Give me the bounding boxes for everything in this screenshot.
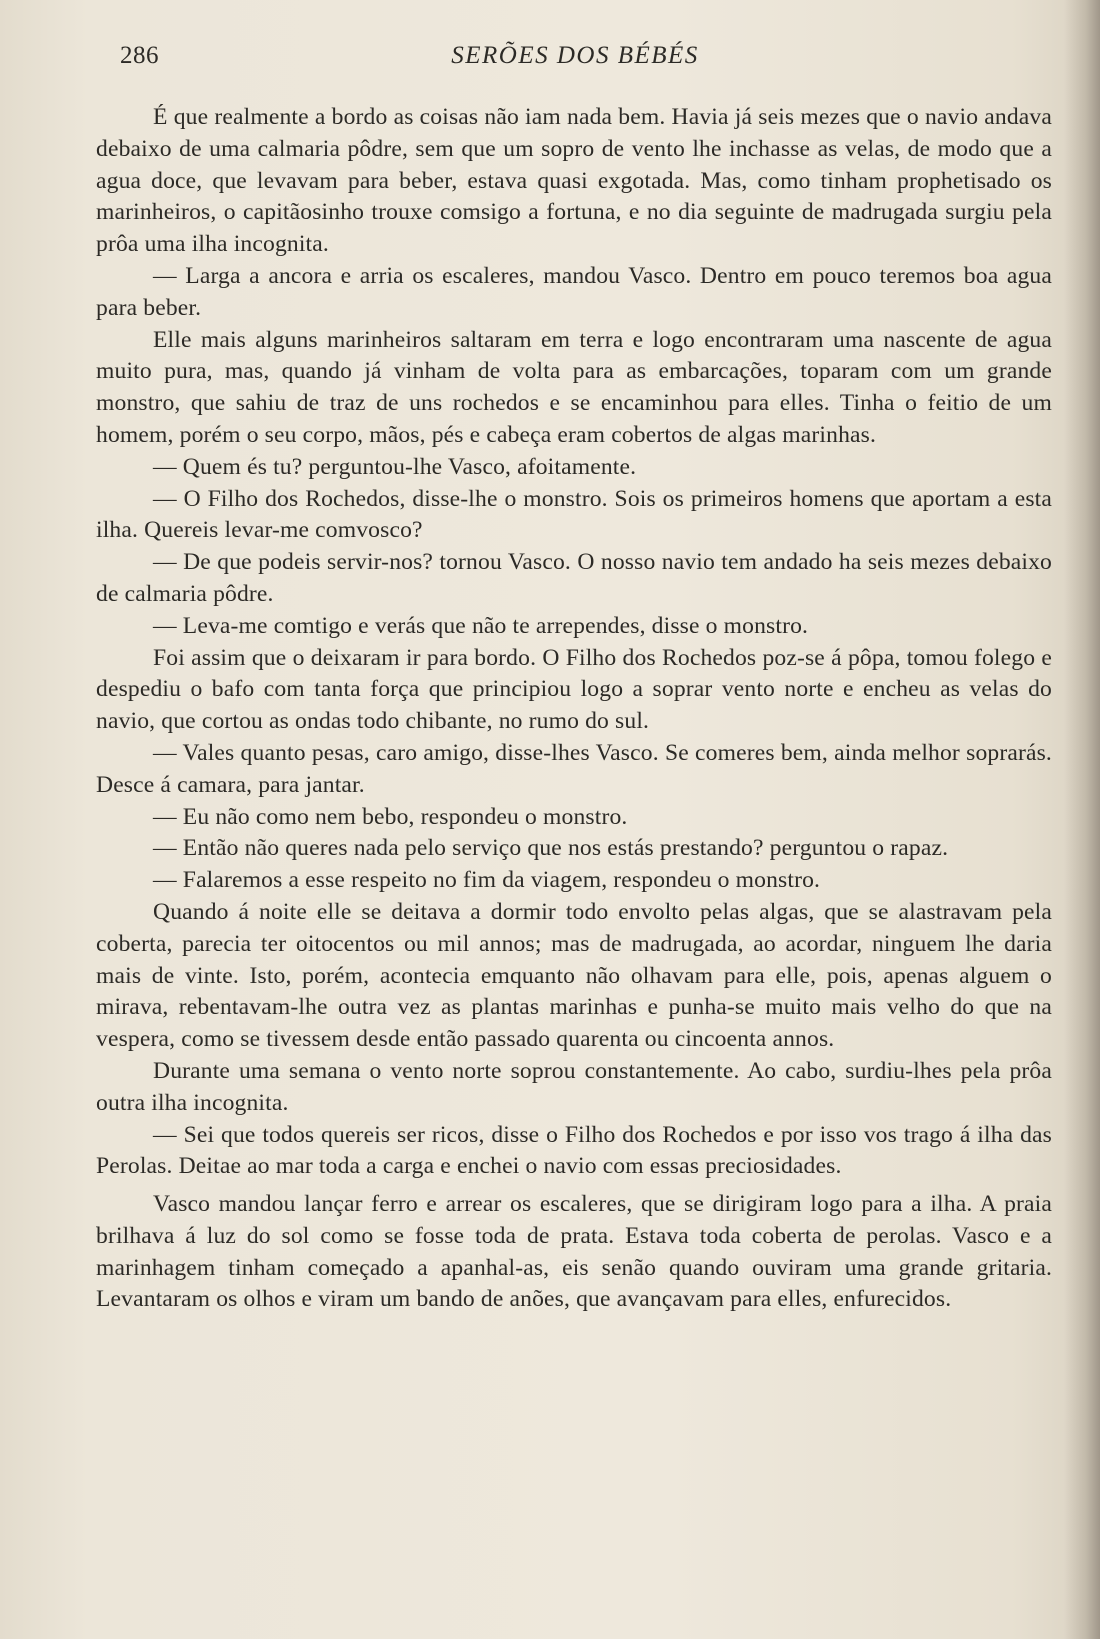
running-title: SERÕES DOS BÉBÉS: [451, 42, 699, 69]
paragraph: Elle mais alguns marinheiros saltaram em terra e logo encontraram uma nascente de agua muito pura, mas, quando já vinham de volta para as embarcações, toparam com um grande monstro, que sahiu de traz de uns rochedos e se encaminhou para elles. Tinha o feitio de um homem, porém o seu corpo, mãos, pés e cabeça eram cobertos de algas marinhas.: [96, 326, 1052, 448]
paragraph: — Eu não como nem bebo, respondeu o monstro.: [153, 803, 628, 830]
running-header: [100, 42, 1050, 82]
paragraph: Quando á noite elle se deitava a dormir todo envolto pelas algas, que se alastravam pela coberta, parecia ter oitocentos ou mil annos; mas de madrugada, ao acordar, ninguem lhe daria mais de vinte. Isto, porém, acontecia emquanto não olhavam para elle, pois, apenas alguem o mirava, rebentavam-lhe outra vez as plantas marinhas e punha-se muito mais velho do que na vespera, como se tivessem desde então passado quarenta ou cincoenta annos.: [96, 898, 1052, 1053]
paragraph: Foi assim que o deixaram ir para bordo. O Filho dos Rochedos poz-se á pôpa, tomou folego e despediu o bafo com tanta força que principiou logo a soprar vento norte e encheu as velas do navio, que cortou as ondas todo chibante, no rumo do sul.: [96, 644, 1052, 735]
paragraph: É que realmente a bordo as coisas não iam nada bem. Havia já seis mezes que o navio andava debaixo de uma calmaria pôdre, sem que um sopro de vento lhe inchasse as velas, de modo que a agua doce, que levavam para beber, estava quasi exgotada. Mas, como tinham prophetisado os marinheiros, o capitãosinho trouxe comsigo a fortuna, e no dia seguinte de madrugada surgiu pela prôa uma ilha incognita.: [96, 104, 1052, 258]
paragraph: — Vales quanto pesas, caro amigo, disse-lhes Vasco. Se comeres bem, ainda melhor soprarás. Desce á camara, para jantar.: [96, 739, 1052, 798]
paragraph: — Quem és tu? perguntou-lhe Vasco, afoitamente.: [153, 453, 637, 480]
page-gutter-shadow: [1064, 0, 1100, 1639]
paragraph: — O Filho dos Rochedos, disse-lhe o monstro. Sois os primeiros homens que aportam a esta ilha. Quereis levar-me comvosco?: [96, 485, 1052, 544]
body-text: [96, 102, 1052, 1316]
paragraph: — Leva-me comtigo e verás que não te arrependes, disse o monstro.: [153, 612, 809, 639]
paragraph: — Larga a ancora e arria os escaleres, mandou Vasco. Dentro em pouco teremos boa agua para beber.: [96, 262, 1052, 321]
paragraph: — Então não queres nada pelo serviço que nos estás prestando? perguntou o rapaz.: [153, 835, 949, 862]
paragraph: — Falaremos a esse respeito no fim da viagem, respondeu o monstro.: [153, 867, 821, 894]
paragraph: — De que podeis servir-nos? tornou Vasco. O nosso navio tem andado ha seis mezes debaixo de calmaria pôdre.: [96, 549, 1052, 607]
paragraph: Vasco mandou lançar ferro e arrear os escaleres, que se dirigiram logo para a ilha. A praia brilhava á luz do sol como se fosse toda de prata. Estava toda coberta de perolas. Vasco e a marinhagem tinham começado a apanhal-as, eis senão quando ouviram uma grande gritaria. Levantaram os olhos e viram um bando de anões, que avançavam para elles, enfurecidos.: [96, 1191, 1052, 1313]
page-number: 286: [120, 42, 159, 69]
paragraph: Durante uma semana o vento norte soprou constantemente. Ao cabo, surdiu-lhes pela prôa outra ilha incognita.: [96, 1057, 1052, 1116]
paragraph: — Sei que todos quereis ser ricos, disse o Filho dos Rochedos e por isso vos trago á ilha das Perolas. Deitae ao mar toda a carga e enchei o navio com essas preciosidades.: [96, 1121, 1052, 1180]
